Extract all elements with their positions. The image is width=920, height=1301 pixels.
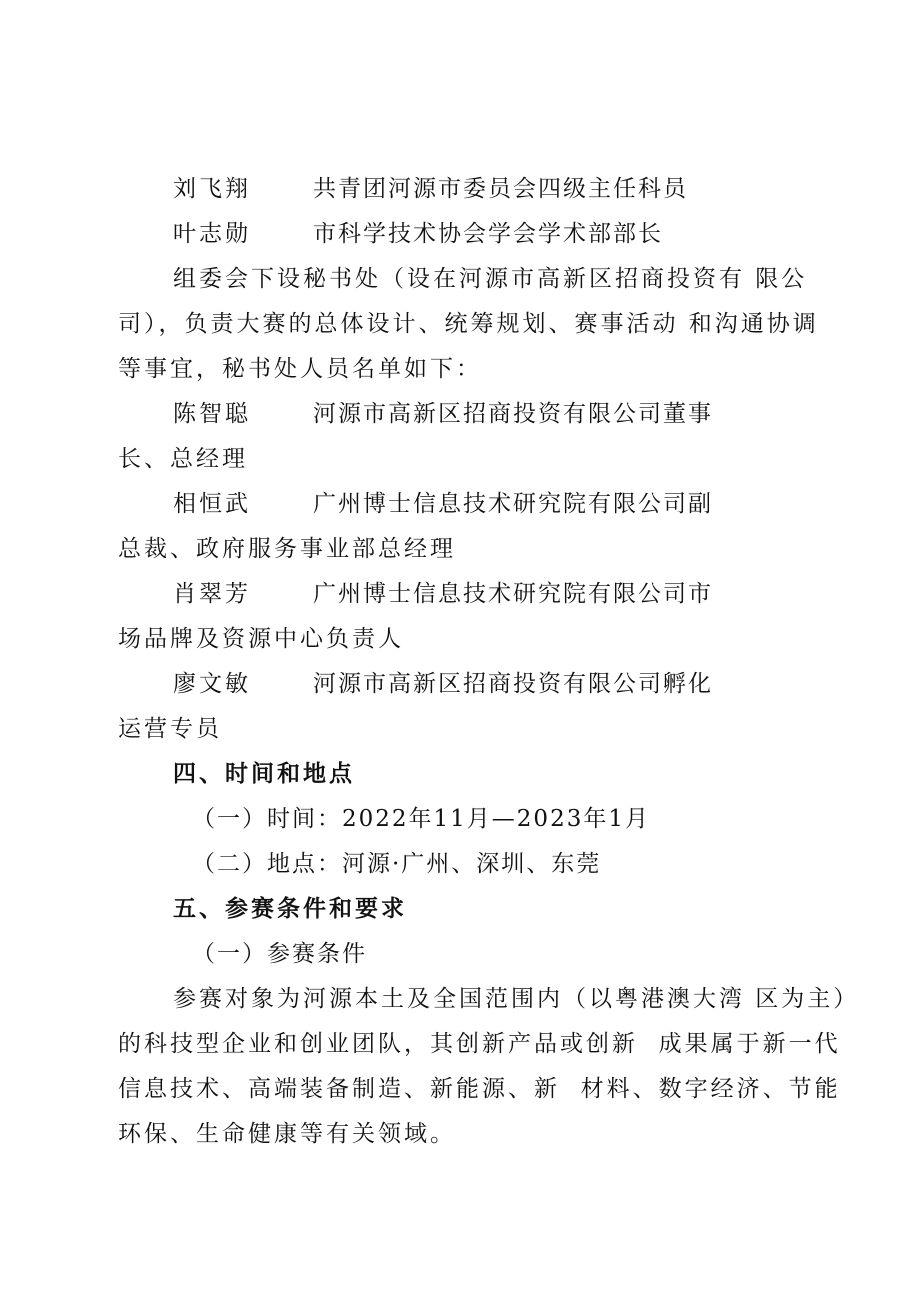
secretariat-title: 河源市高新区招商投资有限公司孵化: [313, 671, 713, 697]
secretariat-intro-line: 等事宜，秘书处人员名单如下：: [118, 356, 482, 382]
secretariat-title: 广州博士信息技术研究院有限公司市: [313, 581, 713, 607]
secretariat-title-cont: 总裁、政府服务事业部总经理: [118, 536, 456, 562]
member-title: 市科学技术协会学会学术部部长: [313, 221, 663, 247]
paragraph-line: 参赛对象为河源本土及全国范围内（以粤港澳大湾 区为主）: [173, 986, 860, 1012]
secretariat-title: 广州博士信息技术研究院有限公司副: [313, 491, 713, 517]
member-name: 叶志勋: [173, 221, 251, 247]
secretariat-title: 河源市高新区招商投资有限公司董事: [313, 401, 713, 427]
paragraph-line: 的科技型企业和创业团队，其创新产品或创新 成果属于新一代: [118, 1031, 841, 1057]
section-heading: 五、参赛条件和要求: [173, 896, 407, 922]
secretariat-title-cont: 长、总经理: [118, 446, 248, 472]
place-line: （二）地点：河源·广州、深圳、东莞: [192, 851, 602, 877]
secretariat-name: 陈智聪: [173, 401, 251, 427]
time-line: （一）时间：2022年11月—2023年1月: [192, 806, 650, 832]
secretariat-name: 肖翠芳: [173, 581, 251, 607]
member-title: 共青团河源市委员会四级主任科员: [313, 176, 688, 202]
secretariat-title-cont: 运营专员: [118, 716, 222, 742]
secretariat-title-cont: 场品牌及资源中心负责人: [118, 626, 404, 652]
subsection-heading: （一）参赛条件: [192, 941, 367, 967]
paragraph-line: 信息技术、高端装备制造、新能源、新 材料、数字经济、节能: [118, 1076, 841, 1102]
secretariat-name: 廖文敏: [173, 671, 251, 697]
section-heading: 四、时间和地点: [173, 761, 355, 787]
secretariat-intro-line: 司），负责大赛的总体设计、统筹规划、赛事活动 和沟通协调: [118, 311, 819, 337]
secretariat-intro-line: 组委会下设秘书处（设在河源市高新区招商投资有 限公: [173, 266, 808, 292]
member-name: 刘飞翔: [173, 176, 251, 202]
paragraph-line: 环保、生命健康等有关领域。: [118, 1121, 456, 1147]
secretariat-name: 相恒武: [173, 491, 251, 517]
